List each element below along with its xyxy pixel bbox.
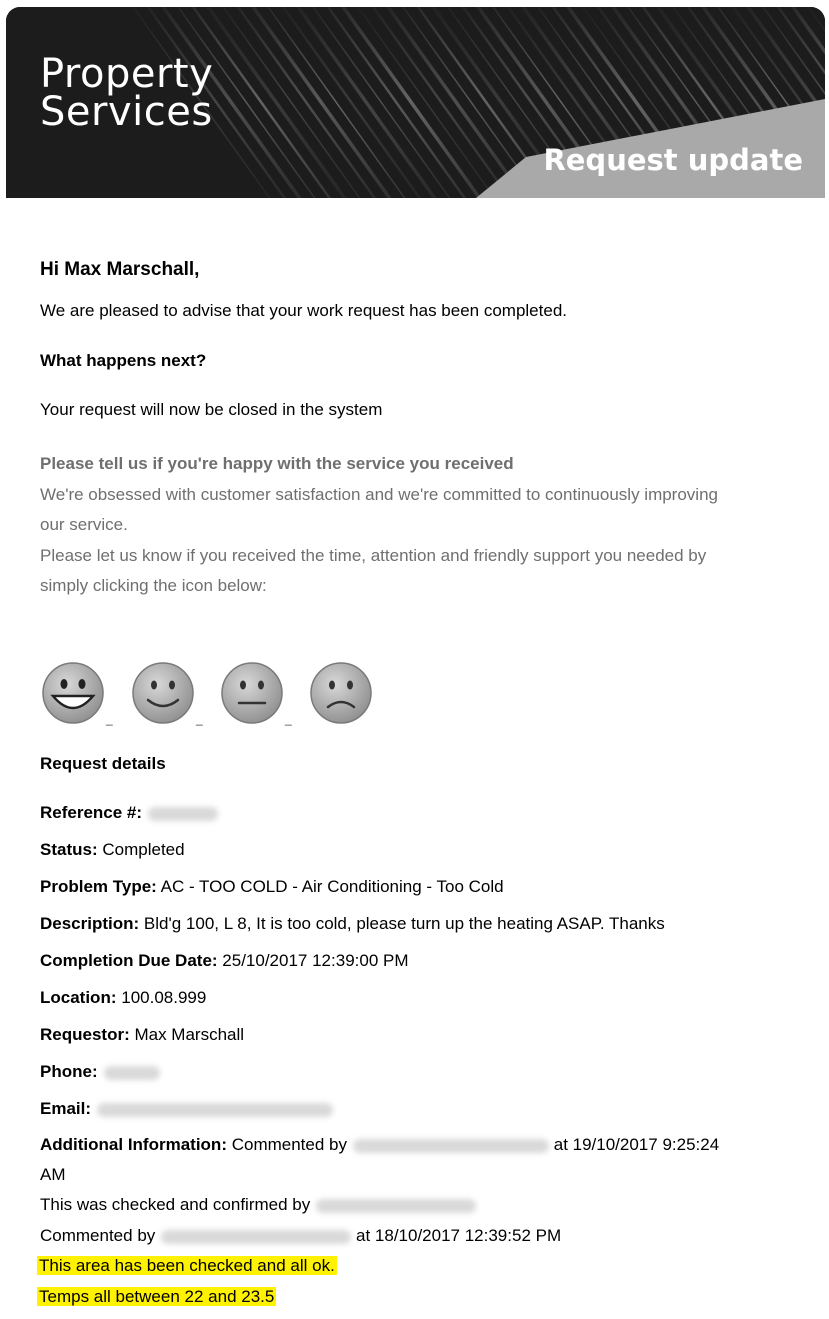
email-row	[40, 1099, 333, 1119]
redacted-confirmer	[316, 1199, 476, 1213]
status-value: Completed	[102, 840, 185, 859]
location-value: 100.08.999	[121, 988, 207, 1007]
requestor-label: Requestor:	[40, 1025, 130, 1044]
brand-line-2: Services	[40, 89, 213, 135]
feedback-section	[40, 449, 800, 602]
phone-row	[40, 1062, 160, 1082]
commented-by-text: Commented by	[231, 1135, 347, 1154]
brand-line-1: Property	[40, 51, 214, 97]
neutral-face-icon[interactable]	[219, 660, 285, 726]
comment-timestamp-1: at 19/10/2017 9:25:24	[553, 1135, 720, 1154]
due-date-row	[40, 951, 409, 971]
details-heading: Request details	[40, 754, 166, 773]
problem-label: Problem Type:	[40, 877, 157, 896]
header-banner	[6, 7, 825, 198]
highlight-row-1	[37, 1256, 337, 1276]
comment-timestamp-2: at 18/10/2017 12:39:52 PM	[356, 1226, 562, 1245]
email-label: Email:	[40, 1099, 92, 1118]
requestor-row	[40, 1025, 244, 1045]
checked-row	[40, 1195, 476, 1215]
additional-label: Additional Information:	[40, 1135, 227, 1154]
additional-row	[40, 1135, 719, 1155]
due-date-label: Completion Due Date:	[40, 951, 218, 970]
commented-by-text-2: Commented by	[40, 1226, 156, 1245]
happy-face-icon[interactable]	[130, 660, 196, 726]
description-value: Bld'g 100, L 8, It is too cold, please turn up the heating ASAP. Thanks	[143, 914, 665, 933]
highlight-text-2: Temps all between 22 and 23.5	[39, 1287, 275, 1306]
location-row	[40, 988, 206, 1008]
redacted-reference	[148, 807, 218, 821]
status-label: Status:	[40, 840, 98, 859]
feedback-line-2: our service.	[40, 515, 128, 534]
reference-row	[40, 803, 218, 823]
feedback-icons	[40, 660, 400, 735]
feedback-title: Please tell us if you're happy with the service you received	[40, 454, 514, 473]
highlight-text-1: This area has been checked and all ok.	[39, 1256, 335, 1275]
redacted-commenter	[353, 1139, 549, 1153]
problem-value: AC - TOO COLD - Air Conditioning - Too Cold	[160, 877, 504, 896]
feedback-line-3: Please let us know if you received the time, attention and friendly support you needed by	[40, 545, 707, 565]
feedback-line-4: simply clicking the icon below:	[40, 576, 267, 595]
link-underline: _	[106, 712, 113, 726]
status-row	[40, 840, 185, 860]
phone-label: Phone:	[40, 1062, 98, 1081]
redacted-email[interactable]	[97, 1103, 333, 1117]
description-label: Description:	[40, 914, 140, 933]
greeting: Hi Max Marschall,	[40, 259, 200, 280]
header-title: Request update	[543, 143, 803, 177]
am-text: AM	[40, 1165, 66, 1184]
highlight-row-2	[37, 1287, 276, 1307]
reference-label: Reference #:	[40, 803, 143, 822]
next-heading: What happens next?	[40, 351, 207, 370]
description-row	[40, 914, 665, 934]
requestor-value: Max Marschall	[134, 1025, 245, 1044]
next-text: Your request will now be closed in the system	[40, 400, 383, 419]
redacted-commenter-2	[161, 1230, 351, 1244]
due-date-value: 25/10/2017 12:39:00 PM	[222, 951, 409, 970]
problem-row	[40, 877, 504, 897]
link-underline: _	[285, 712, 292, 726]
intro-text: We are pleased to advise that your work request has been completed.	[40, 301, 567, 320]
sad-face-icon[interactable]	[308, 660, 374, 726]
very-happy-face-icon[interactable]	[40, 660, 106, 726]
comment-row-2	[40, 1226, 561, 1246]
location-label: Location:	[40, 988, 117, 1007]
brand-logo	[40, 51, 214, 135]
checked-confirmed-text: This was checked and confirmed by	[40, 1195, 311, 1214]
link-underline: _	[196, 712, 203, 726]
feedback-line-1: We're obsessed with customer satisfaction and we're committed to continuously improving	[40, 484, 718, 504]
redacted-phone	[104, 1066, 160, 1080]
